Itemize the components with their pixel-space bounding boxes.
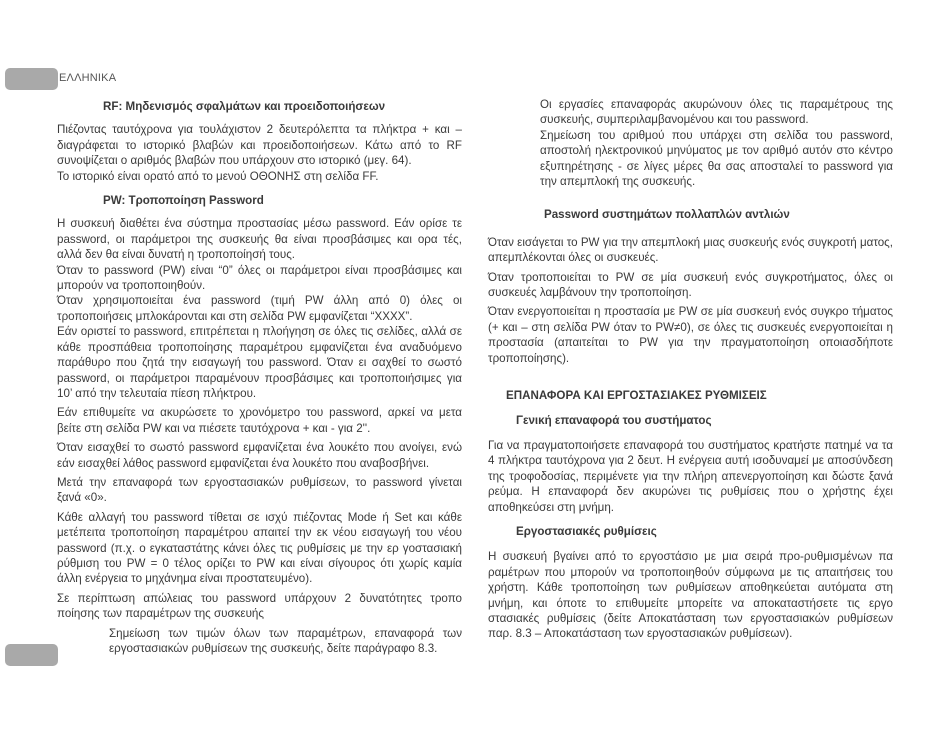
factory-settings-heading: Εργοστασιακές ρυθμίσεις: [516, 524, 657, 538]
language-label: ΕΛΛΗΝΙΚΑ: [59, 72, 117, 84]
rf-paragraph-1: Πιέζοντας ταυτόχρονα για τουλάχιστον 2 δευτερόλεπτα τα πλήκτρα + και – διαγράφεται το ιστορικό βλαβών και προειδοποιήσεων. Κάτω από το RF συνοψίζεται ο αριθμός βλαβών που υπάρχουν στο ιστορικό (μεγ. 64).: [57, 123, 462, 168]
reset-note-paragraph: Οι εργασίες επαναφοράς ακυρώνουν όλες τις παραμέτρους της συσκευής, συμπεριλαμβανομένου και του password.: [540, 98, 893, 127]
pw-paragraph-1: Η συσκευή διαθέτει ένα σύστημα προστασίας μέσω password. Εάν ορίσε τε password, οι παράμετροι της συσκευής θα είναι προσβάσιμες και ορα τές, αλλά δεν θα είναι δυνατή η τροποποίησή τους.: [57, 217, 462, 262]
multi-pump-paragraph-2: Όταν τροποποιείται το PW σε μία συσκευή ενός συγκροτήματος, όλες οι συσκευές λαμβάνουν την τροποποίηση.: [488, 270, 893, 300]
pw-paragraph-6: Όταν εισαχθεί το σωστό password εμφανίζεται ένα λουκέτο που ανοίγει, ενώ εάν εισαχθεί λάθος password εμφανίζεται ένα λουκέτο που αναβοσβήνει.: [57, 441, 462, 470]
pw-paragraph-5: Εάν επιθυμείτε να ακυρώσετε το χρονόμετρο του password, αρκεί να μετα βείτε στη σελίδα PW και να πιέσετε ταυτόχρονα + και - για 2''.: [57, 406, 462, 435]
pw-paragraph-8: Κάθε αλλαγή του password τίθεται σε ισχύ πιέζοντας Mode ή Set και κάθε μετέπειτα τροποποίηση παραμέτρου απαιτεί την εκ νέου εισαγωγή του νέου password (π.χ. ο εγκαταστάτης κάνει όλες τις ρυθμίσεις με την ερ γοστασιακή ρύθμιση του PW = 0 τέλος ορίζει το PW και είναι σίγουρος ότι χωρίς καμία άλλη ενέργεια το μηχάνημα είναι προστατευμένο).: [57, 510, 462, 586]
rf-heading: RF: Μηδενισμός σφαλμάτων και προειδοποιήσεων: [103, 100, 386, 113]
right-column: [488, 97, 893, 646]
pw-paragraph-9: Σε περίπτωση απώλειας του password υπάρχουν 2 δυνατότητες τροπο ποίησης των παραμέτρων της συσκευής: [57, 591, 462, 621]
multi-pump-password-heading: Password συστημάτων πολλαπλών αντλιών: [544, 208, 790, 222]
general-reset-heading: Γενική επαναφορά του συστήματος: [516, 413, 712, 427]
page-tab-marker: [5, 644, 58, 666]
pw-heading: PW: Τροποποίηση Password: [103, 194, 264, 208]
pw-paragraph-4: Εάν οριστεί το password, επιτρέπεται η πλοήγηση σε όλες τις σελίδες, αλλά σε κάθε προσπάθεια τροποποίησης παραμέτρου εμφανίζεται ένα αναδυόμενο παράθυρο που ζητά την εισαγωγή του password. Όταν ει σαχθεί το σωστό password, οι παράμετροι παραμένουν προσβάσιμες και τροποποιήσιμες για 10’ από την τελευταία πίεση πλήκτρου.: [57, 325, 462, 400]
pw-paragraph-2: Όταν το password (PW) είναι “0” όλες οι παράμετροι είναι προσβάσιμες και μπορούν να τροποποιηθούν.: [57, 263, 462, 293]
reset-section-heading: ΕΠΑΝΑΦΟΡΑ ΚΑΙ ΕΡΓΟΣΤΑΣΙΑΚΕΣ ΡΥΘΜΙΣΕΙΣ: [506, 389, 767, 403]
language-tab-marker: [5, 68, 58, 90]
pw-note: Σημείωση των τιμών όλων των παραμέτρων, επαναφορά των εργοστασιακών ρυθμίσεων της συσκευής, δείτε παράγραφο 8.3.: [109, 626, 462, 655]
multi-pump-paragraph-3: Όταν ενεργοποιείται η προστασία με PW σε μία συσκευή ενός συγκρο τήματος (+ και – στη σελίδα PW όταν το PW≠0), σε όλες τις συσκευές ενεργοποιείται η προστασία (απαιτείται το PW για την πραγματοποίηση οποιασδήποτε τροποποίησης).: [488, 305, 893, 365]
rf-paragraph-2: Το ιστορικό είναι ορατό από το μενού ΟΘΟΝΗΣ στη σελίδα FF.: [57, 169, 379, 183]
pw-paragraph-3: Όταν χρησιμοποιείται ένα password (τιμή PW άλλη από 0) όλες οι τροποποιήσεις μπλοκάρονται και στη σελίδα PW εμφανίζεται “XXXX”.: [57, 294, 462, 323]
pw-paragraph-7: Μετά την επαναφορά των εργοστασιακών ρυθμίσεων, το password γίνεται ξανά «0».: [57, 475, 462, 505]
multi-pump-paragraph-1: Όταν εισάγεται το PW για την απεμπλοκή μιας συσκευής ενός συγκροτή ματος, απεμπλέκονται όλες οι συσκευές.: [488, 235, 893, 265]
general-reset-paragraph: Για να πραγματοποιήσετε επαναφορά του συστήματος κρατήστε πατημέ να τα 4 πλήκτρα ταυτόχρονα για 2 δευτ. Η ενέργεια αυτή ισοδυναμεί με αποσύνδεση της τροφοδοσίας, περιμένετε για την πλήρη απενεργοποίηση και δώστε ξανά ρεύμα. Η επαναφορά δεν ακυρώνει τις ρυθμίσεις που ο χρήστης έχει αποθηκεύσει στη μνήμη.: [488, 438, 893, 514]
factory-settings-paragraph: Η συσκευή βγαίνει από το εργοστάσιο με μια σειρά προ-ρυθμισμένων πα ραμέτρων που μπορούν να τροποποιηθούν σύμφωνα με τις απαιτήσεις του χρήστη. Κάθε τροποποίηση των ρυθμίσεων αποθηκεύεται αυτόματα στη μνήμη, και όποτε το επιθυμείτε μπορείτε να αποκαταστήσετε τις εργο στασιακές ρυθμίσεις (δείτε Αποκατάσταση των εργοστασιακών ρυθμίσεων παρ. 8.3 – Αποκατάσταση των εργοστασιακών ρυθμίσεων).: [488, 550, 893, 641]
left-column: [57, 99, 462, 660]
password-recovery-paragraph: Σημείωση του αριθμού που υπάρχει στη σελίδα του password, αποστολή ηλεκτρονικού μηνύματος με τον αριθμό αυτόν στο κέντρο εξυπηρέτησης - σε λίγες μέρες θα σας αποσταλεί το password για την απεμπλοκή της συσκευής.: [540, 128, 893, 189]
